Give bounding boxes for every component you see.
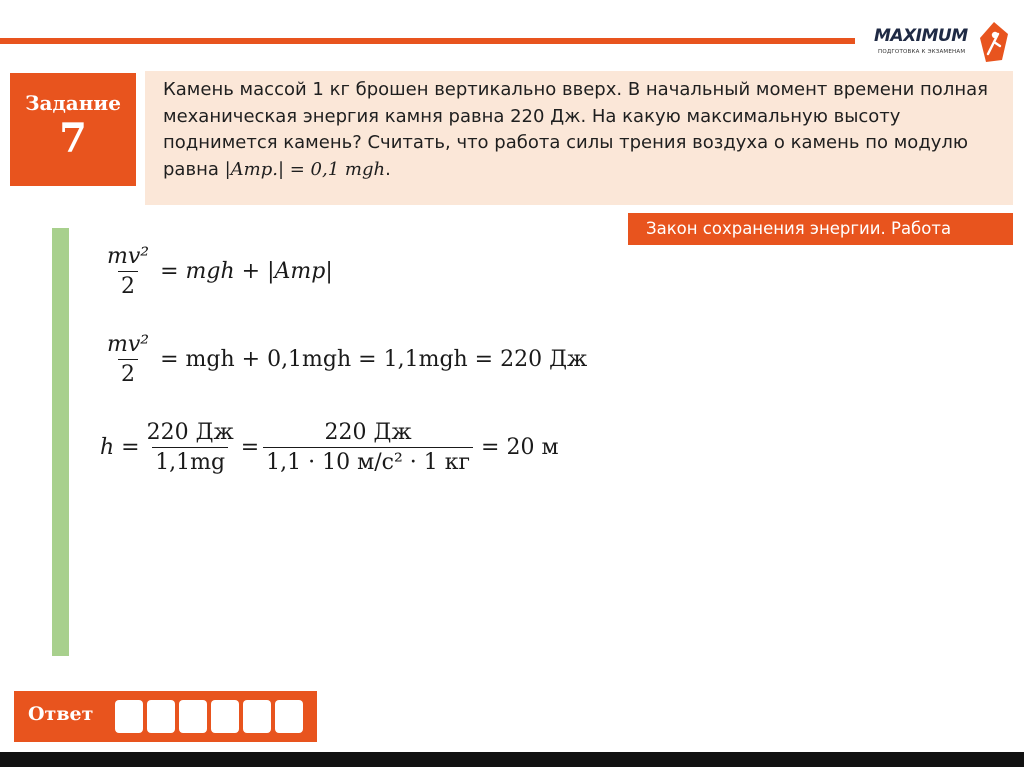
equation-2-fraction (104, 332, 152, 387)
solution-accent-bar (52, 228, 69, 656)
equation-3-fraction-1 (144, 420, 237, 475)
equation-3-fraction-2-denominator: 1,1 · 10 м/с² · 1 кг (263, 447, 473, 475)
equation-1-denominator: 2 (118, 271, 138, 299)
top-orange-rule (0, 38, 855, 44)
maximum-logo (872, 18, 1012, 68)
task-number: 7 (59, 115, 87, 162)
answer-cell-2[interactable] (147, 700, 175, 733)
logo-figure-icon (976, 20, 1010, 64)
equation-1-fraction (104, 244, 152, 299)
equation-3-equals: = (240, 435, 260, 460)
problem-statement (145, 71, 1013, 205)
answer-cell-3[interactable] (179, 700, 207, 733)
equation-1-numerator: mv² (107, 244, 150, 269)
answer-cell-6[interactable] (275, 700, 303, 733)
equation-3 (100, 420, 559, 475)
equation-2-rhs: = mgh + 0,1mgh = 1,1mgh = 220 Дж (160, 347, 588, 372)
equation-3-fraction-1-denominator: 1,1mg (152, 447, 228, 475)
logo-wordmark: MAXIMUM (874, 26, 968, 46)
task-badge (10, 73, 136, 186)
equation-3-fraction-1-numerator: 220 Дж (146, 420, 234, 445)
problem-text (163, 77, 995, 183)
answer-cell-1[interactable] (115, 700, 143, 733)
topic-banner (628, 213, 1013, 245)
equation-3-fraction-2-numerator: 220 Дж (324, 420, 412, 445)
logo-subtitle: ПОДГОТОВКА К ЭКЗАМЕНАМ (878, 49, 966, 55)
answer-box (14, 691, 317, 742)
topic-title: Закон сохранения энергии. Работа (646, 219, 952, 238)
problem-formula: |Aтр.| = 0,1 mgh (224, 158, 386, 180)
task-label: Задание (25, 91, 121, 115)
bottom-bar (0, 752, 1024, 767)
problem-text-end: . (385, 158, 391, 180)
equation-2 (100, 332, 587, 387)
answer-cells (115, 700, 303, 733)
answer-cell-5[interactable] (243, 700, 271, 733)
equation-2-denominator: 2 (118, 359, 138, 387)
equation-2-numerator: mv² (107, 332, 150, 357)
equation-1-rhs: = mgh + |Aтр| (160, 259, 333, 284)
equation-1 (100, 244, 333, 299)
equation-3-lhs: h = (100, 435, 140, 460)
equation-3-result: = 20 м (481, 435, 559, 460)
equation-3-fraction-2 (263, 420, 473, 475)
answer-label: Ответ (28, 703, 94, 725)
answer-cell-4[interactable] (211, 700, 239, 733)
problem-text-body: Камень массой 1 кг брошен вертикально вверх. В начальный момент времени полная механическая энергия камня равна 220 Дж. На какую максимальную высоту поднимется камень? Считать, что работа силы трения воздуха о камень по модулю равна (163, 79, 988, 180)
